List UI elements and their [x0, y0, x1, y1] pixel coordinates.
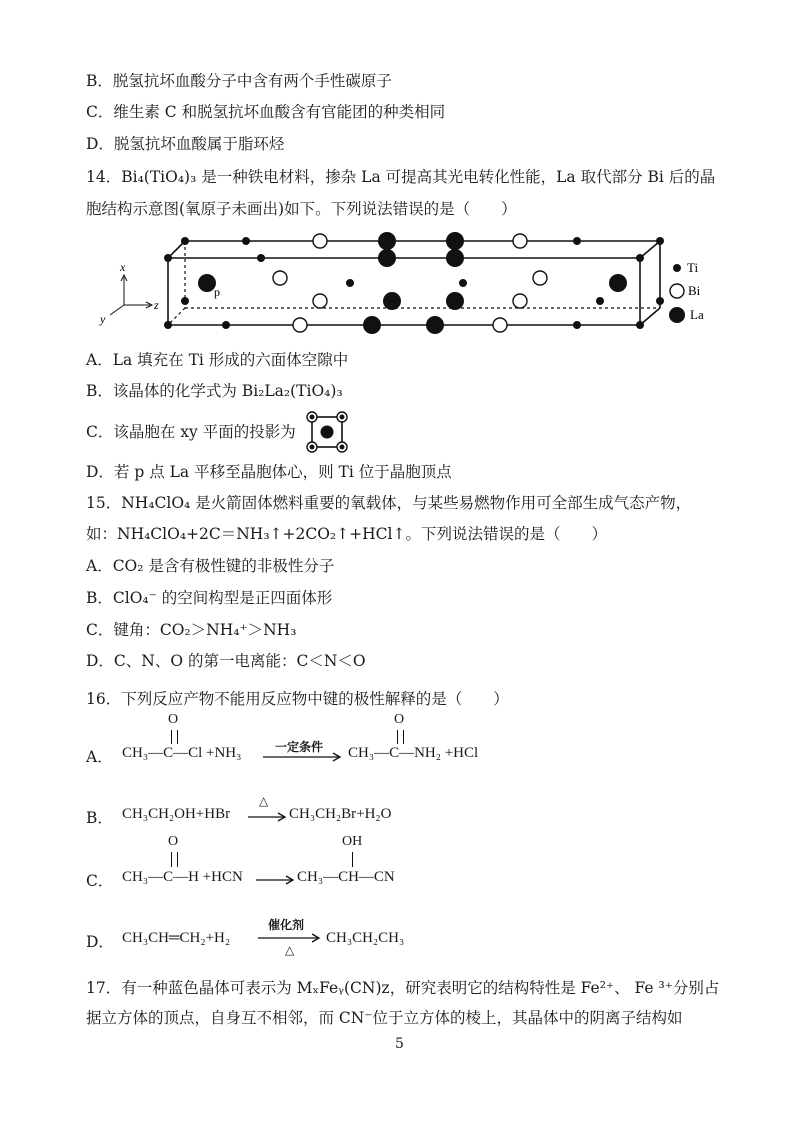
q16-b-reactants: CH₃CH₂OH+HBr: [122, 806, 231, 822]
la-atoms: [198, 232, 627, 334]
q16-c-double-bond: [171, 852, 178, 867]
q16-option-a-label: A．: [86, 748, 113, 766]
q16-a-carbonyl-o: O: [168, 712, 179, 727]
bi-atoms: [273, 234, 547, 332]
q17-stem-line1: 17．有一种蓝色晶体可表示为 MₓFeᵧ(CN)z，研究表明它的结构特性是 Fe²⁺、 Fe ³⁺分别占: [86, 979, 720, 997]
q16-d-condition-top: 催化剂: [268, 918, 305, 932]
xy-projection-icon: [306, 411, 348, 453]
q16-c-reactants: CH₃—C—H +HCN: [122, 869, 243, 885]
q16-a-product-carbonyl-o: O: [394, 712, 405, 727]
q16-a-products: CH₃—C—NH₂ +HCl: [348, 745, 479, 761]
q13-option-b: B．脱氢抗坏血酸分子中含有两个手性碳原子: [86, 72, 392, 90]
q16-option-b-label: B．: [86, 809, 113, 827]
q15-option-c: C．键角：CO₂＞NH₄⁺＞NH₃: [86, 621, 297, 639]
q16-stem: 16．下列反应产物不能用反应物中键的极性解释的是（ ）: [86, 690, 509, 708]
q15-option-a: A．CO₂ 是含有极性键的非极性分子: [86, 557, 335, 575]
q16-a-double-bond: [171, 730, 178, 744]
q14-option-c: C．该晶胞在 xy 平面的投影为: [86, 423, 296, 441]
axis-x-label: x: [120, 260, 126, 274]
crystal-cell-diagram: [80, 225, 800, 335]
q16-c-products: CH₃—CH—CN: [297, 869, 395, 885]
q16-c-arrow-icon: [256, 875, 296, 885]
q15-option-b: B．ClO₄⁻ 的空间构型是正四面体形: [86, 589, 333, 607]
q15-option-d: D．C、N、O 的第一电离能：C＜N＜O: [86, 652, 366, 670]
q16-option-c-label: C．: [86, 872, 114, 890]
q16-b-products: CH₃CH₂Br+H₂O: [289, 806, 392, 822]
legend-la-label: La: [690, 307, 704, 322]
q16-d-reactants: CH₃CH═CH₂+H₂: [122, 930, 231, 946]
q16-b-condition: △: [259, 794, 269, 808]
q16-c-hydroxyl: OH: [342, 834, 363, 849]
legend-la-icon: [669, 307, 685, 323]
q16-a-arrow-icon: [263, 752, 343, 762]
axis-z-label: z: [154, 298, 159, 312]
q14-stem-line1: 14．Bi₄(TiO₄)₃ 是一种铁电材料，掺杂 La 可提高其光电转化性能，La 取代部分 Bi 后的晶: [86, 168, 716, 186]
q16-a-reactants: CH₃—C—Cl +NH₃: [122, 745, 242, 761]
q16-d-condition-bottom: △: [285, 943, 295, 957]
q16-a-product-double-bond: [397, 730, 404, 744]
q13-option-c: C．维生素 C 和脱氢抗坏血酸含有官能团的种类相同: [86, 103, 446, 121]
legend-bi-label: Bi: [688, 283, 701, 298]
page-number: 5: [395, 1036, 404, 1052]
q14-option-b: B．该晶体的化学式为 Bi₂La₂(TiO₄)₃: [86, 382, 343, 400]
axis-y-label: y: [100, 312, 106, 326]
point-p-label: p: [214, 285, 220, 299]
q14-stem-line2: 胞结构示意图(氧原子未画出)如下。下列说法错误的是（ ）: [86, 200, 517, 218]
q17-stem-line2: 据立方体的顶点，自身互不相邻，而 CN⁻位于立方体的棱上，其晶体中的阴离子结构如: [86, 1009, 683, 1027]
legend-ti-label: Ti: [687, 260, 699, 275]
q16-b-arrow-icon: [248, 812, 288, 822]
q16-d-arrow-icon: [258, 933, 322, 943]
q14-option-a: A．La 填充在 Ti 形成的六面体空隙中: [86, 351, 349, 369]
q15-stem-line1: 15．NH₄ClO₄ 是火箭固体燃料重要的氧载体，与某些易燃物作用可全部生成气态产物，: [86, 494, 692, 512]
q16-c-single-bond: [352, 852, 353, 867]
q15-stem-line2: 如：NH₄ClO₄+2C＝NH₃↑+2CO₂↑+HCl↑。下列说法错误的是（ ）: [86, 525, 607, 543]
q16-a-condition: 一定条件: [275, 740, 324, 754]
q16-option-d-label: D．: [86, 933, 114, 951]
q16-c-carbonyl-o: O: [168, 834, 179, 849]
axis-icon: [110, 275, 152, 315]
legend-ti-icon: [673, 264, 681, 272]
legend-bi-icon: [670, 284, 684, 298]
q16-d-products: CH₃CH₂CH₃: [326, 930, 405, 946]
ti-atoms: [164, 237, 664, 329]
q13-option-d: D．脱氢抗坏血酸属于脂环烃: [86, 135, 285, 153]
q14-option-d: D．若 p 点 La 平移至晶胞体心，则 Ti 位于晶胞顶点: [86, 463, 452, 481]
